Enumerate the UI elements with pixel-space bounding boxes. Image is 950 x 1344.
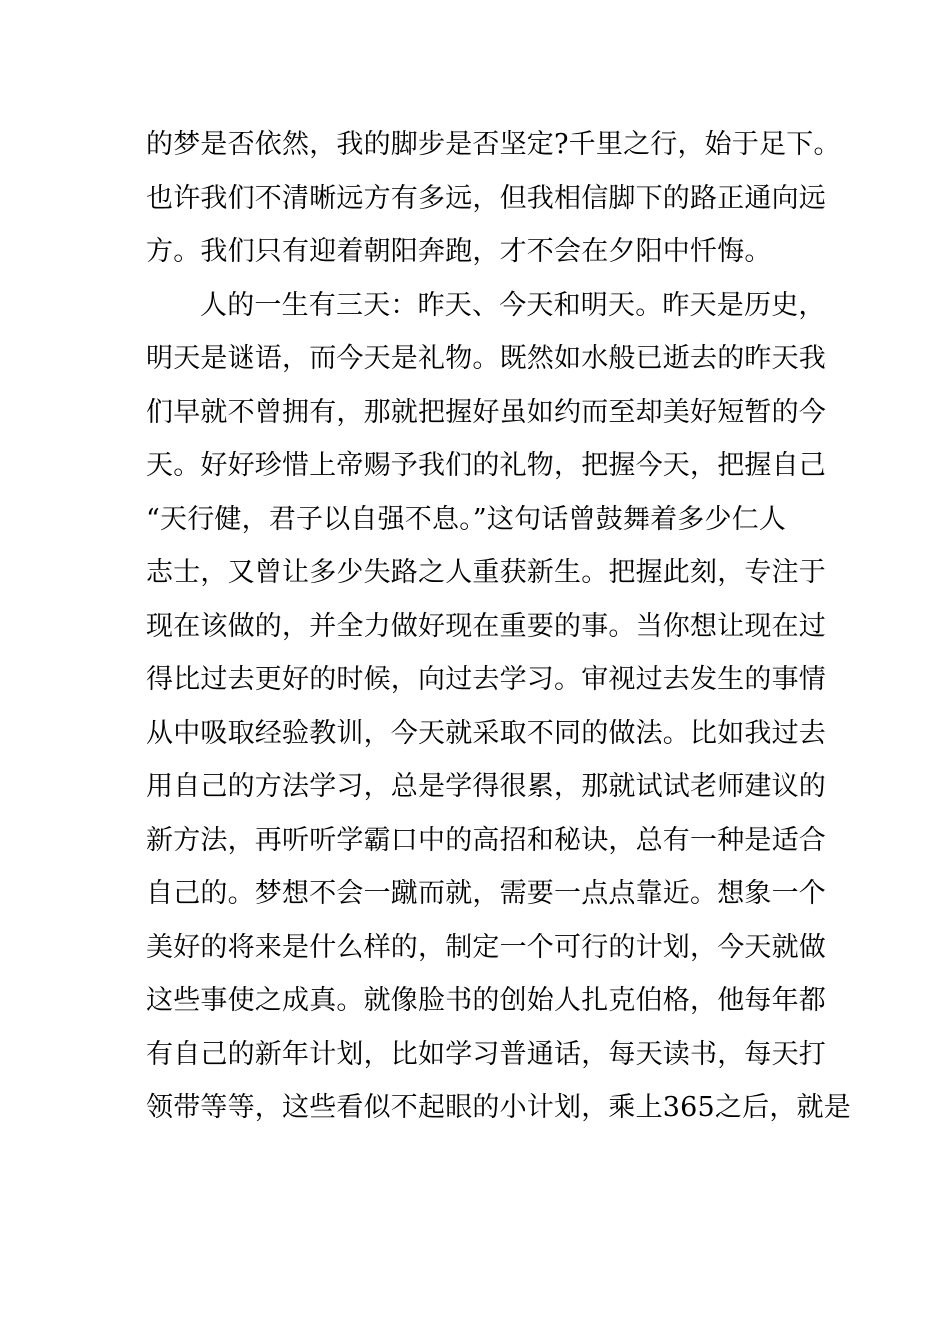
text-line: 志士，又曾让多少失路之人重获新生。把握此刻，专注于 [146,557,826,588]
text-line: 得比过去更好的时候，向过去学习。审视过去发生的事情 [146,664,826,695]
text-line: 的梦是否依然，我的脚步是否坚定?千里之行，始于足下。 [146,129,841,160]
text-line: 从中吸取经验教训，今天就采取不同的做法。比如我过去 [146,717,826,749]
text-line: 方。我们只有迎着朝阳奔跑，才不会在夕阳中忏悔。 [146,236,772,267]
text-line: “天行健，君子以自强不息。”这句话曾鼓舞着多少仁人 [146,503,787,535]
text-line: 明天是谜语，而今天是礼物。既然如水般已逝去的昨天我 [146,343,826,374]
text-line: 这些事使之成真。就像脸书的创始人扎克伯格，他每年都 [146,985,826,1016]
text-line: 有自己的新年计划，比如学习普通话，每天读书，每天打 [146,1038,826,1070]
text-line: 美好的将来是什么样的，制定一个可行的计划，今天就做 [146,931,826,963]
text-line: 领带等等，这些看似不起眼的小计划，乘上365之后，就是 [146,1092,851,1123]
text-line: 现在该做的，并全力做好现在重要的事。当你想让现在过 [146,610,826,642]
text-line: 新方法，再听听学霸口中的高招和秘诀，总有一种是适合 [146,824,826,856]
text-line: 也许我们不清晰远方有多远，但我相信脚下的路正通向远 [146,182,826,214]
text-line: 天。好好珍惜上帝赐予我们的礼物，把握今天，把握自己 [146,450,826,481]
text-line: 们早就不曾拥有，那就把握好虽如约而至却美好短暂的今 [146,396,826,428]
body-text [146,118,851,1135]
paragraph-first-line: 人的一生有三天：昨天、今天和明天。昨天是历史， [200,289,826,321]
text-line: 用自己的方法学习，总是学得很累，那就试试老师建议的 [146,771,826,802]
text-line: 自己的。梦想不会一蹴而就，需要一点点靠近。想象一个 [146,878,826,909]
